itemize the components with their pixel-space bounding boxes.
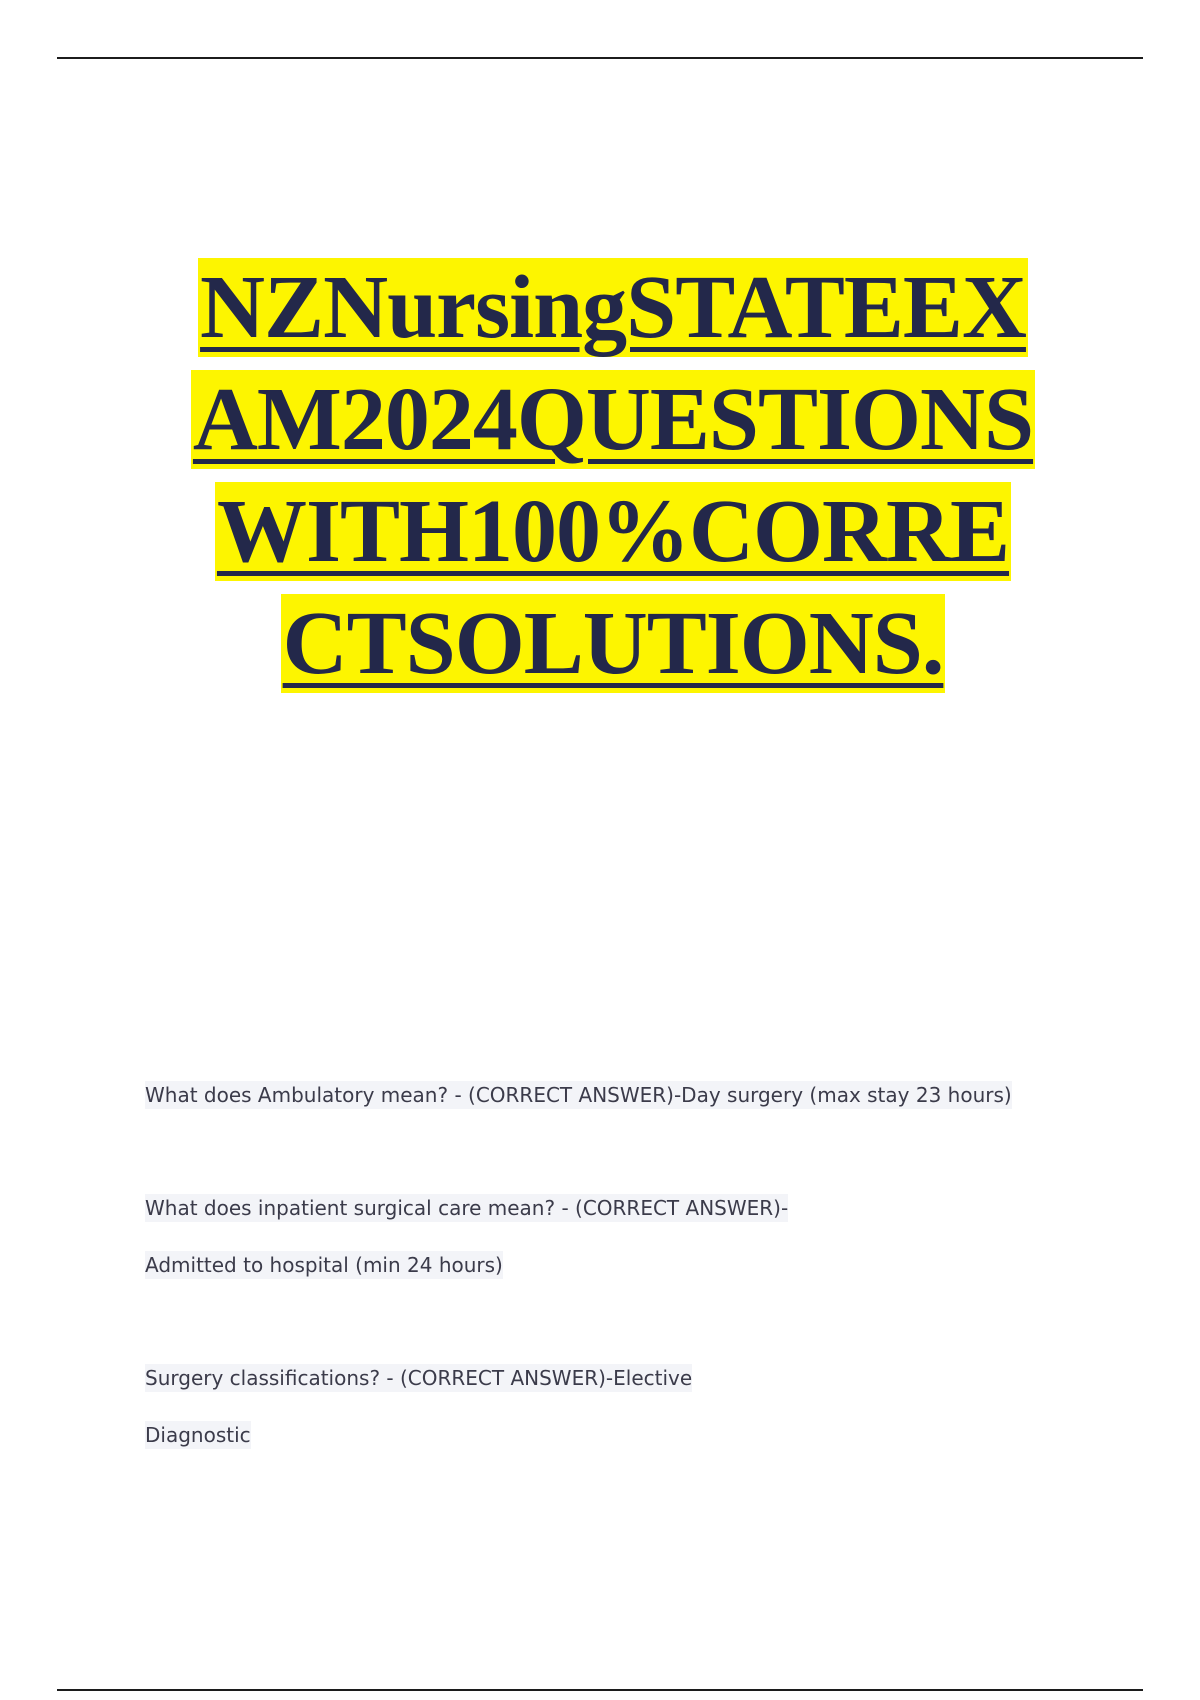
qa-text: Admitted to hospital (min 24 hours) (145, 1253, 503, 1277)
title-line-2: AM2024QUESTIONS (192, 370, 1034, 469)
qa-line-classifications (145, 1364, 692, 1392)
qa-text: What does Ambulatory mean? - (CORRECT ANSWER)-Day surgery (max stay 23 hours) (145, 1083, 1012, 1107)
qa-line-diagnostic (145, 1421, 251, 1449)
title-line-1: NZNursingSTATEEX (200, 258, 1026, 357)
bottom-rule (57, 1689, 1143, 1691)
qa-line-inpatient-answer (145, 1251, 503, 1279)
document-title (140, 252, 1086, 700)
qa-text: Surgery classifications? - (CORRECT ANSWER)-Elective (145, 1366, 693, 1390)
qa-line-ambulatory (145, 1081, 1012, 1109)
qa-line-inpatient (145, 1194, 788, 1222)
qa-text: What does inpatient surgical care mean? - (CORRECT ANSWER)- (145, 1196, 789, 1220)
title-line-4: CTSOLUTIONS. (282, 594, 944, 693)
qa-text: Diagnostic (145, 1423, 251, 1447)
title-line-3: WITH100%CORRE (216, 482, 1010, 581)
top-rule (57, 57, 1143, 59)
